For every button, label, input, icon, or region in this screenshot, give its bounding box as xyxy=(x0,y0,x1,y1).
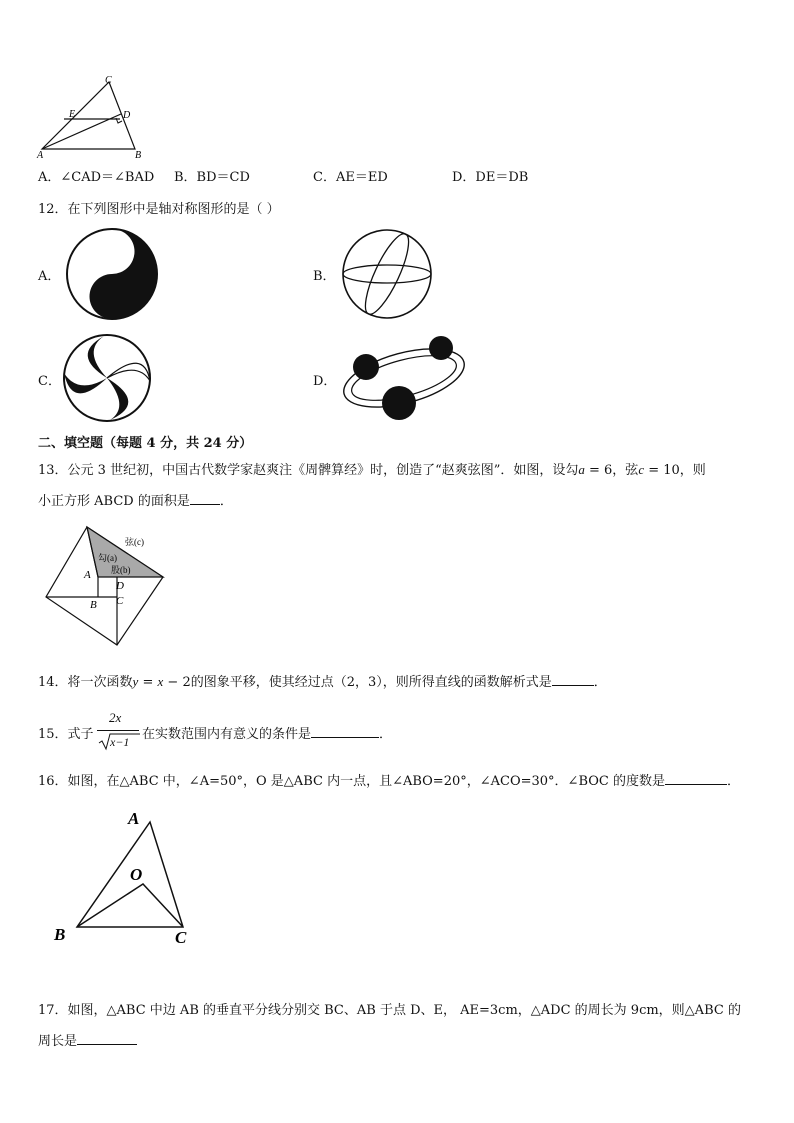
q13-label-gu: 股(b) xyxy=(111,565,131,575)
q11-option-c: C．AE＝ED xyxy=(313,170,388,185)
q14-func-eq: = xyxy=(138,675,158,690)
q11-label-a: A xyxy=(37,150,44,160)
q11-option-b: B．BD＝CD xyxy=(174,170,250,185)
q12-stem: 12．在下列图形中是轴对称图形的是（ ） xyxy=(38,202,280,217)
q13-line-2 xyxy=(38,490,233,509)
q14-prefix: 14．将一次函数 xyxy=(38,675,133,690)
q13-label-gou: 勾(a) xyxy=(98,553,117,563)
q14-func-rest: − 2 xyxy=(163,675,191,690)
q15-numerator: 2x xyxy=(109,710,122,725)
q16-label-a: A xyxy=(128,809,140,828)
q13-label-d: D xyxy=(116,580,124,592)
q11-triangle-figure xyxy=(34,72,146,160)
q12-option-c-label: C． xyxy=(38,374,61,389)
q17-line-2-text: 周长是 xyxy=(38,1034,78,1049)
q12-yinyang-figure xyxy=(65,227,159,321)
section-2-title: 二、填空题（每题 4 分，共 24 分） xyxy=(38,436,253,451)
q13-eq-c: = 10，则 xyxy=(644,463,706,478)
q17-answer-blank[interactable] xyxy=(77,1031,137,1045)
q16-label-o: O xyxy=(130,865,143,884)
q12-option-d-label: D． xyxy=(313,374,337,389)
q13-var-a: a xyxy=(578,462,585,477)
q15-prefix: 15．式子 xyxy=(38,727,94,742)
q12-option-b-label: B． xyxy=(313,269,336,284)
q11-label-d: D xyxy=(123,110,131,121)
q14-middle: 的图象平移，使其经过点（2，3），则所得直线的函数解析式是 xyxy=(190,675,552,690)
q12-pinwheel-figure xyxy=(60,333,154,423)
q13-line-1 xyxy=(38,459,706,478)
q12-option-a-label: A． xyxy=(38,269,61,284)
q15-rest xyxy=(142,723,392,742)
q16-triangle-figure xyxy=(52,806,200,946)
q13-zhao-shuang-figure xyxy=(42,523,168,647)
q13-label-xian: 弦(c) xyxy=(125,537,144,547)
q11-option-a: A．∠CAD＝∠BAD xyxy=(38,170,155,185)
q12-orbit-figure xyxy=(340,330,470,422)
q14-tail: ． xyxy=(593,675,607,690)
q13-line-1-text: 13．公元 3 世纪初，中国古代数学家赵爽注《周髀算经》时，创造了“赵爽弦图”．如图，设勾 xyxy=(38,463,579,478)
q14-func-y: y xyxy=(132,674,139,689)
q11-label-c: C xyxy=(105,75,112,86)
q16-line xyxy=(38,770,740,789)
q13-answer-blank[interactable] xyxy=(190,491,220,505)
q13-label-a: A xyxy=(84,569,91,581)
q15-denominator: x−1 xyxy=(110,735,130,749)
q16-text: 16．如图，在△ABC 中，∠A=50°，O 是△ABC 内一点，且∠ABO=20°，∠ACO=30°．∠BOC 的度数是 xyxy=(38,774,665,789)
q13-var-c: c xyxy=(638,462,645,477)
q14-answer-blank[interactable] xyxy=(552,672,594,686)
q15-fraction-bar xyxy=(97,730,139,731)
q11-label-b: B xyxy=(135,150,142,160)
q15-answer-blank[interactable] xyxy=(311,724,379,738)
q13-tail: ． xyxy=(219,494,233,509)
q15-middle: 在实数范围内有意义的条件是 xyxy=(142,727,312,742)
q14-func-x: x xyxy=(157,674,164,689)
q11-option-d: D．DE＝DB xyxy=(452,170,529,185)
q11-label-e: E xyxy=(69,109,76,120)
q17-line-2 xyxy=(38,1030,137,1049)
q15-fraction xyxy=(97,710,141,752)
q14-line xyxy=(38,671,607,690)
q12-sphere-figure xyxy=(340,227,434,321)
q16-answer-blank[interactable] xyxy=(665,771,727,785)
q13-label-c: C xyxy=(116,595,124,607)
q16-label-c: C xyxy=(175,928,187,946)
q16-tail: ． xyxy=(726,774,740,789)
q16-label-b: B xyxy=(54,925,66,944)
q13-label-b: B xyxy=(90,599,97,611)
q15-tail: ． xyxy=(379,727,393,742)
q13-line-2-text: 小正方形 ABCD 的面积是 xyxy=(38,494,190,509)
q17-line-1: 17．如图，△ABC 中边 AB 的垂直平分线分别交 BC、AB 于点 D、E， AE=3cm，△ADC 的周长为 9cm，则△ABC 的 xyxy=(38,1003,741,1018)
q13-eq-a: = 6，弦 xyxy=(584,463,639,478)
